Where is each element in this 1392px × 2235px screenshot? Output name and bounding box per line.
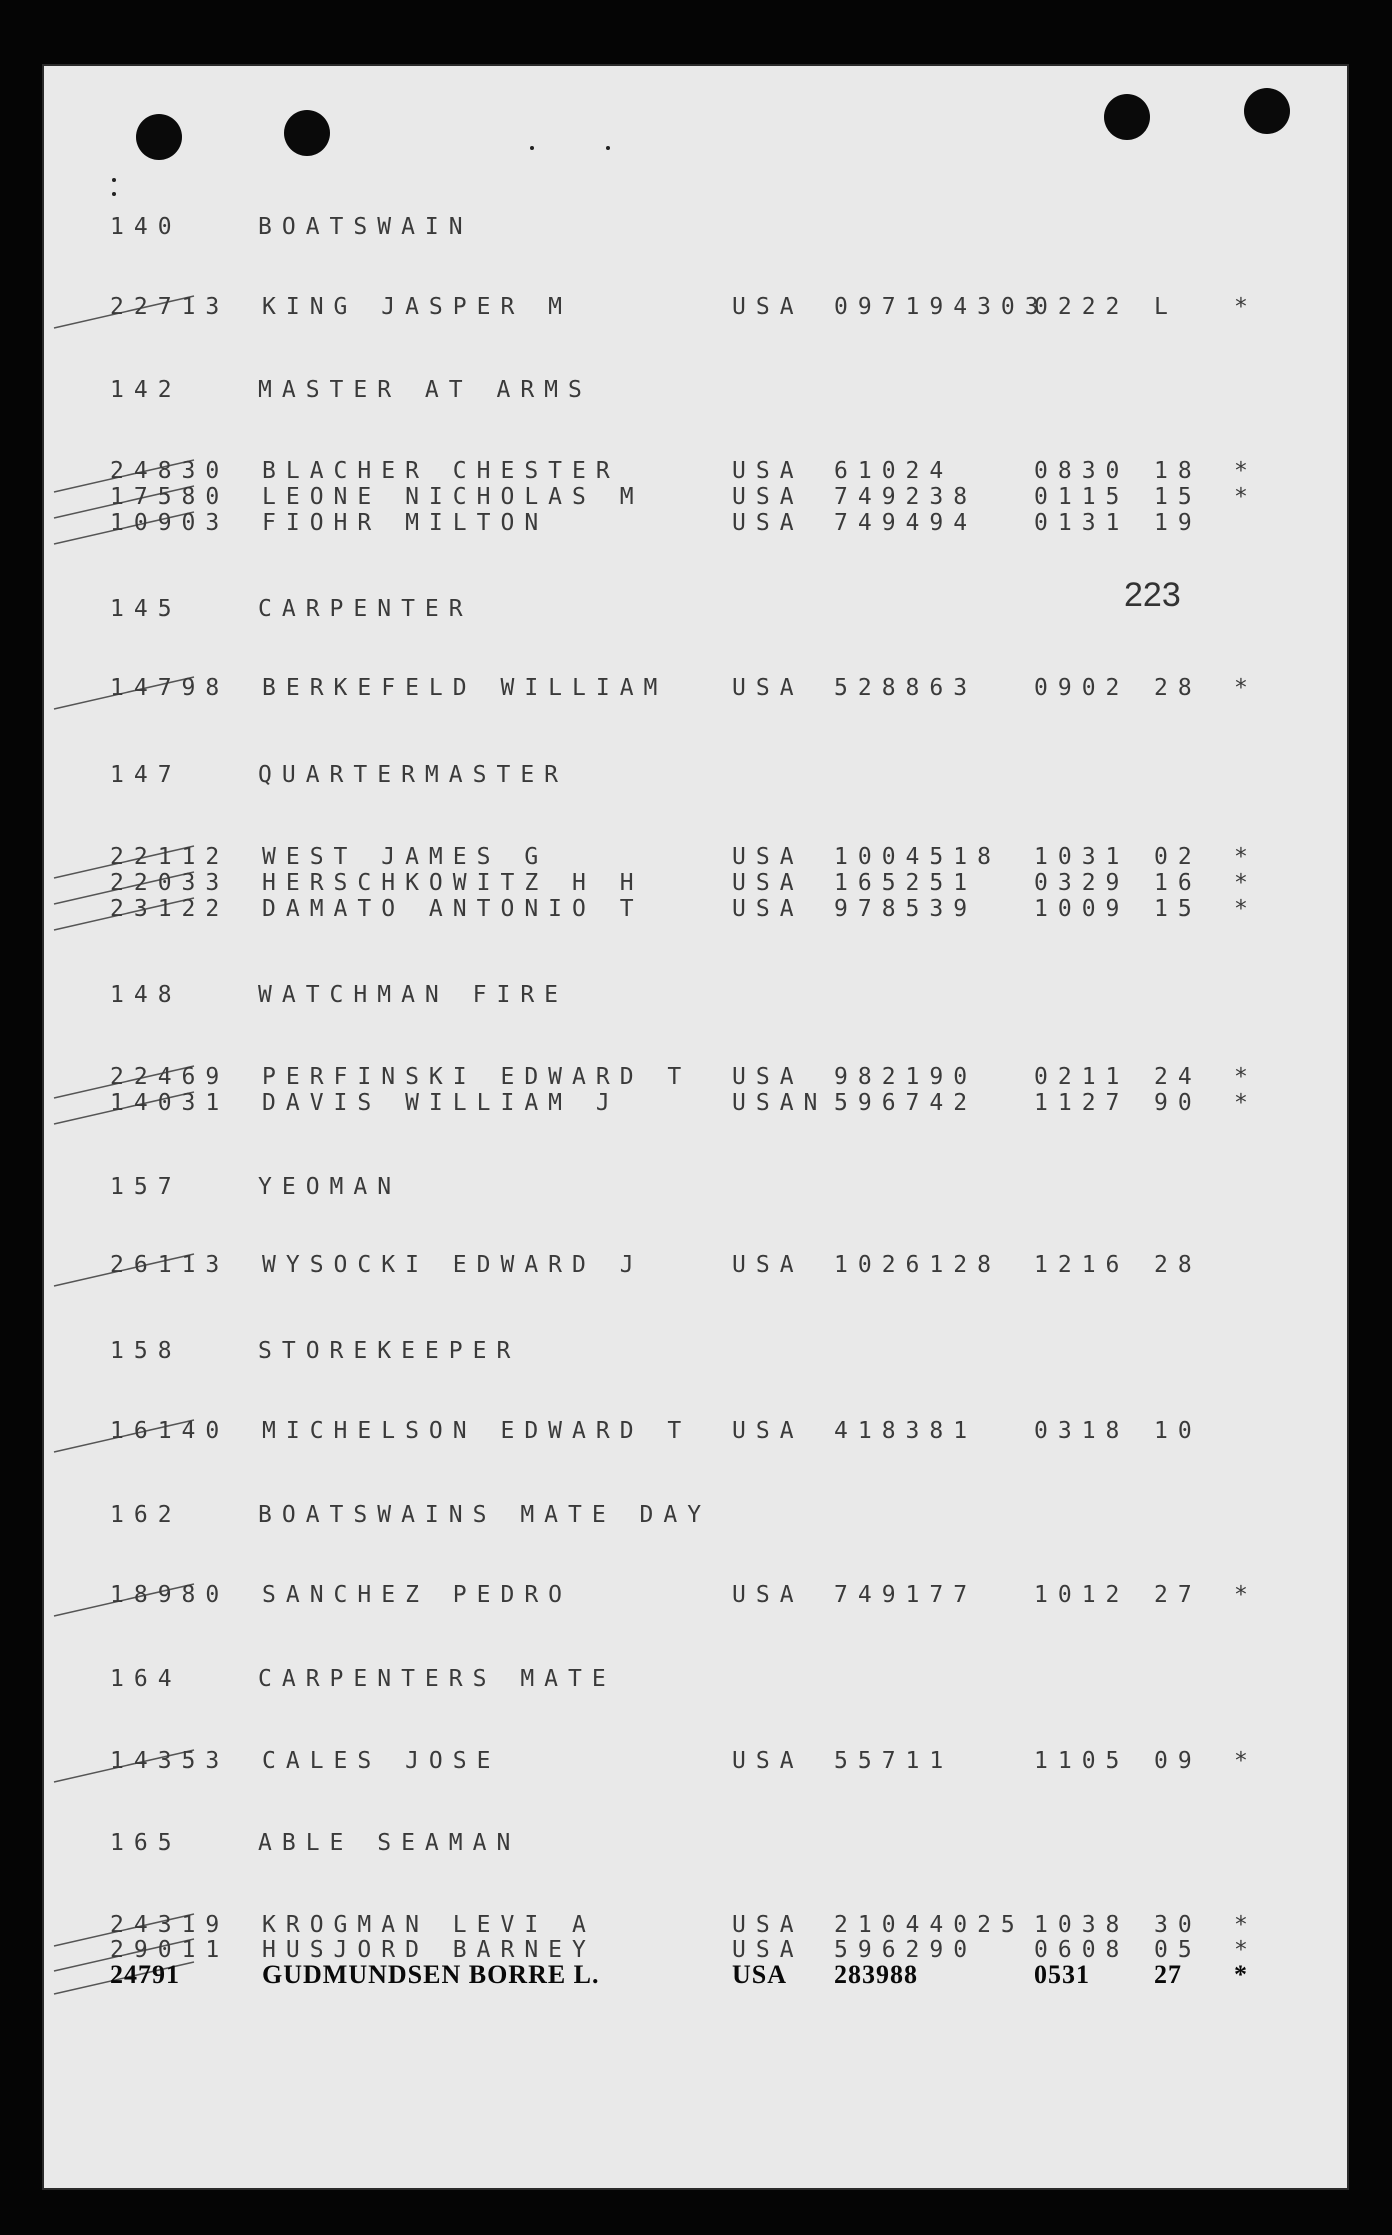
entry-id: 14353	[110, 1748, 230, 1774]
entry-date: 1127	[1034, 1090, 1130, 1116]
entry-id: 24830	[110, 458, 230, 484]
entry-citizenship: USA	[732, 1418, 804, 1444]
section-title: CARPENTER	[258, 596, 473, 622]
entry-number: 15	[1154, 896, 1202, 922]
entry-date: 0608	[1034, 1937, 1130, 1963]
entry-date: 0830	[1034, 458, 1130, 484]
entry-date: 1105	[1034, 1748, 1130, 1774]
entry-id: 29011	[110, 1937, 230, 1963]
entry-asterisk: *	[1234, 1090, 1258, 1116]
entry-citizenship: USAN	[732, 1090, 828, 1116]
entry-asterisk: *	[1234, 1748, 1258, 1774]
entry-serial: 749238	[834, 484, 978, 510]
entry-date: 0902	[1034, 675, 1130, 701]
section-code: 157	[110, 1174, 182, 1200]
entry-citizenship: USA	[732, 870, 804, 896]
entry-id: 14798	[110, 675, 230, 701]
entry-name: CALES JOSE	[262, 1748, 501, 1774]
entry-id: 26113	[110, 1252, 230, 1278]
section-code: 165	[110, 1830, 182, 1856]
entry-citizenship: USA	[732, 1748, 804, 1774]
entry-name: WYSOCKI EDWARD J	[262, 1252, 644, 1278]
entry-citizenship: USA	[732, 294, 804, 320]
entry-serial: 283988	[834, 1960, 918, 1989]
entry-name: KROGMAN LEVI A	[262, 1912, 596, 1938]
entry-id: 23122	[110, 896, 230, 922]
entry-serial: 982190	[834, 1064, 978, 1090]
entry-id: 22112	[110, 844, 230, 870]
entry-id: 10903	[110, 510, 230, 536]
entry-citizenship: USA	[732, 1912, 804, 1938]
entry-asterisk: *	[1234, 844, 1258, 870]
section-title: STOREKEEPER	[258, 1338, 521, 1364]
entry-serial: 528863	[834, 675, 978, 701]
entry-id: 22713	[110, 294, 230, 320]
section-code: 158	[110, 1338, 182, 1364]
entry-name: SANCHEZ PEDRO	[262, 1582, 573, 1608]
entry-asterisk: *	[1234, 484, 1258, 510]
section-title: BOATSWAINS MATE DAY	[258, 1502, 712, 1528]
section-code: 164	[110, 1666, 182, 1692]
entry-number: 18	[1154, 458, 1202, 484]
entry-asterisk: *	[1234, 1582, 1258, 1608]
entry-citizenship: USA	[732, 1960, 788, 1989]
entry-number: 19	[1154, 510, 1202, 536]
entry-number: 28	[1154, 1252, 1202, 1278]
entry-name: WEST JAMES G	[262, 844, 549, 870]
entry-name: BERKEFELD WILLIAM	[262, 675, 668, 701]
entry-serial: 21044025	[834, 1912, 1025, 1938]
section-title: YEOMAN	[258, 1174, 402, 1200]
entry-number: 15	[1154, 484, 1202, 510]
entry-name: FIOHR MILTON	[262, 510, 549, 536]
entry-citizenship: USA	[732, 1064, 804, 1090]
entry-asterisk: *	[1234, 870, 1258, 896]
entry-date: 0222	[1034, 294, 1130, 320]
section-code: 148	[110, 982, 182, 1008]
section-title: MASTER AT ARMS	[258, 377, 592, 403]
section-code: 145	[110, 596, 182, 622]
entry-date: 0211	[1034, 1064, 1130, 1090]
entry-asterisk: *	[1234, 896, 1258, 922]
entry-number: 16	[1154, 870, 1202, 896]
entry-name: HERSCHKOWITZ H H	[262, 870, 644, 896]
entry-name: PERFINSKI EDWARD T	[262, 1064, 692, 1090]
entry-id: 17580	[110, 484, 230, 510]
entry-serial: 1026128	[834, 1252, 1001, 1278]
entry-name: MICHELSON EDWARD T	[262, 1418, 692, 1444]
entry-number: 05	[1154, 1937, 1202, 1963]
entry-serial: 749494	[834, 510, 978, 536]
entry-name: LEONE NICHOLAS M	[262, 484, 644, 510]
entry-date: 1009	[1034, 896, 1130, 922]
entry-id: 14031	[110, 1090, 230, 1116]
entry-number: 27	[1154, 1960, 1182, 1989]
entry-citizenship: USA	[732, 844, 804, 870]
entry-date: 1038	[1034, 1912, 1130, 1938]
entry-number: 10	[1154, 1418, 1202, 1444]
entry-serial: 1004518	[834, 844, 1001, 870]
entry-date: 0131	[1034, 510, 1130, 536]
entry-serial: 55711	[834, 1748, 954, 1774]
entry-serial: 978539	[834, 896, 978, 922]
entry-date: 0531	[1034, 1960, 1090, 1989]
section-title: CARPENTERS MATE	[258, 1666, 616, 1692]
entry-date: 0115	[1034, 484, 1130, 510]
entry-name: DAMATO ANTONIO T	[262, 896, 644, 922]
entry-number: 02	[1154, 844, 1202, 870]
entry-asterisk: *	[1234, 1960, 1248, 1989]
entry-id: 16140	[110, 1418, 230, 1444]
entry-name: DAVIS WILLIAM J	[262, 1090, 620, 1116]
entry-asterisk: *	[1234, 1064, 1258, 1090]
entry-number: L	[1154, 294, 1178, 320]
entry-id: 22469	[110, 1064, 230, 1090]
entry-citizenship: USA	[732, 896, 804, 922]
entry-date: 0329	[1034, 870, 1130, 896]
entry-date: 1012	[1034, 1582, 1130, 1608]
entry-serial: 097194303	[834, 294, 1049, 320]
entry-number: 30	[1154, 1912, 1202, 1938]
entry-asterisk: *	[1234, 294, 1258, 320]
entry-asterisk: *	[1234, 1937, 1258, 1963]
section-code: 140	[110, 214, 182, 240]
entry-name: GUDMUNDSEN BORRE L.	[262, 1960, 600, 1989]
entry-citizenship: USA	[732, 1582, 804, 1608]
entry-asterisk: *	[1234, 1912, 1258, 1938]
entry-id: 22033	[110, 870, 230, 896]
section-title: ABLE SEAMAN	[258, 1830, 521, 1856]
document-page	[42, 64, 1349, 2190]
entry-number: 09	[1154, 1748, 1202, 1774]
entry-serial: 165251	[834, 870, 978, 896]
entry-name: HUSJORD BARNEY	[262, 1937, 596, 1963]
section-code: 147	[110, 762, 182, 788]
entry-id: 18980	[110, 1582, 230, 1608]
entry-serial: 596290	[834, 1937, 978, 1963]
entry-serial: 749177	[834, 1582, 978, 1608]
section-code: 142	[110, 377, 182, 403]
entry-serial: 61024	[834, 458, 954, 484]
section-code: 162	[110, 1502, 182, 1528]
entry-date: 0318	[1034, 1418, 1130, 1444]
entry-id: 24791	[110, 1960, 180, 1989]
entry-asterisk: *	[1234, 675, 1258, 701]
entry-citizenship: USA	[732, 484, 804, 510]
entry-id: 24319	[110, 1912, 230, 1938]
entry-name: BLACHER CHESTER	[262, 458, 620, 484]
entry-number: 28	[1154, 675, 1202, 701]
entry-citizenship: USA	[732, 1937, 804, 1963]
handwritten-page-number: 223	[1124, 576, 1181, 614]
entry-date: 1216	[1034, 1252, 1130, 1278]
section-title: WATCHMAN FIRE	[258, 982, 569, 1008]
pencil-tick-marks	[44, 66, 1351, 2192]
entry-asterisk: *	[1234, 458, 1258, 484]
entry-number: 27	[1154, 1582, 1202, 1608]
entry-citizenship: USA	[732, 458, 804, 484]
entry-number: 90	[1154, 1090, 1202, 1116]
section-title: QUARTERMASTER	[258, 762, 569, 788]
entry-number: 24	[1154, 1064, 1202, 1090]
entry-date: 1031	[1034, 844, 1130, 870]
entry-name: KING JASPER M	[262, 294, 573, 320]
entry-citizenship: USA	[732, 675, 804, 701]
entry-citizenship: USA	[732, 1252, 804, 1278]
entry-serial: 418381	[834, 1418, 978, 1444]
entry-serial: 596742	[834, 1090, 978, 1116]
section-title: BOATSWAIN	[258, 214, 473, 240]
entry-citizenship: USA	[732, 510, 804, 536]
